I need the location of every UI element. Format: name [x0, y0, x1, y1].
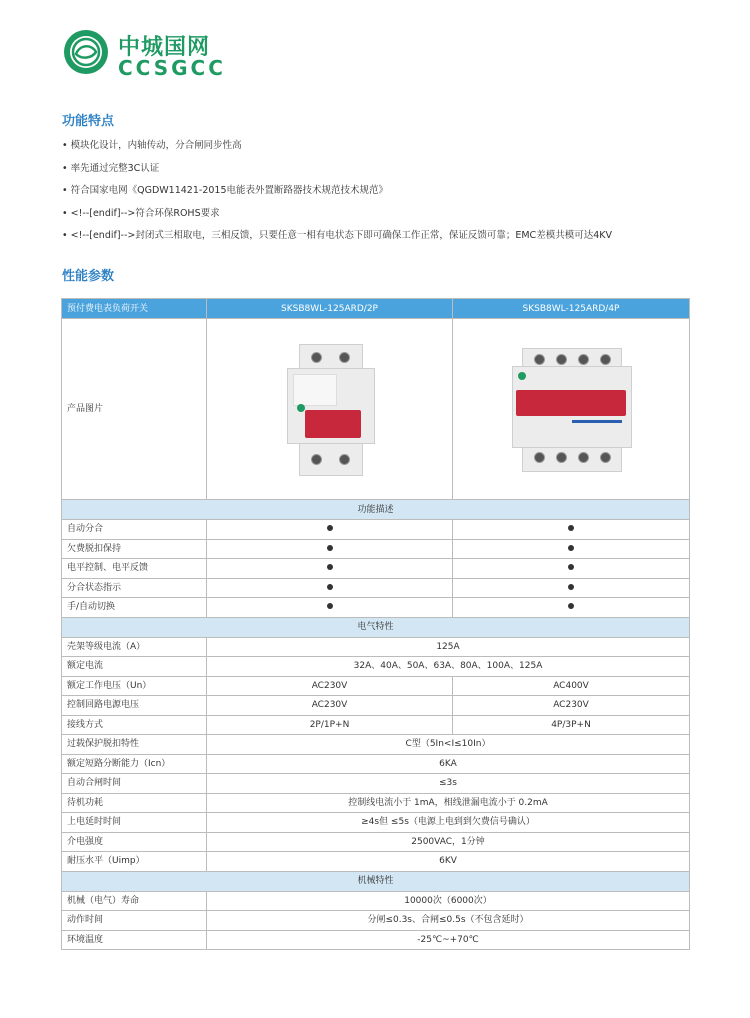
row-value-2p: AC230V	[207, 696, 453, 716]
row-label: 壳架等级电流（A）	[62, 637, 207, 657]
table-header-row	[62, 299, 690, 319]
section-mechanical	[62, 871, 690, 891]
row-value: 控制线电流小于 1mA，相线泄漏电流小于 0.2mA	[207, 793, 690, 813]
row-label: 待机功耗	[62, 793, 207, 813]
row-value: 10000次（6000次）	[207, 891, 690, 911]
feature-item: • <!--[endif]-->符合环保ROHS要求	[62, 208, 702, 231]
features-title: 功能特点	[62, 114, 115, 129]
table-row	[62, 715, 690, 735]
row-label: 手/自动切换	[62, 598, 207, 618]
feature-item: • <!--[endif]-->封闭式三相取电，三相反馈，只要任意一相有电状态下即可确保工作正常，保证反馈可靠；EMC差模共模可达4KV	[62, 230, 702, 253]
supported-dot-icon	[327, 603, 333, 609]
row-label: 过载保护脱扣特性	[62, 735, 207, 755]
logo-emblem-icon	[62, 28, 110, 76]
table-row	[62, 637, 690, 657]
row-value: ≤3s	[207, 774, 690, 794]
row-label: 欠费脱扣保持	[62, 539, 207, 559]
row-label: 上电延时时间	[62, 813, 207, 833]
brand-name-cn: 中城国网	[118, 35, 211, 60]
photo-cell-2p	[207, 319, 453, 500]
row-label: 自动分合	[62, 520, 207, 540]
row-value: 32A、40A、50A、63A、80A、100A、125A	[207, 657, 690, 677]
supported-dot-icon	[568, 603, 574, 609]
features-list	[62, 140, 702, 253]
row-label: 额定短路分断能力（Icn）	[62, 754, 207, 774]
breaker-4p-image	[512, 348, 630, 470]
feature-item: • 符合国家电网《QGDW11421-2015电能表外置断路器技术规范技术规范》	[62, 185, 702, 208]
row-label: 电平控制、电平反馈	[62, 559, 207, 579]
supported-dot-icon	[327, 545, 333, 551]
table-row	[62, 676, 690, 696]
table-row	[62, 657, 690, 677]
supported-dot-icon	[327, 525, 333, 531]
section-title: 机械特性	[62, 871, 690, 891]
spec-table	[61, 298, 690, 950]
table-row	[62, 891, 690, 911]
row-label: 自动合闸时间	[62, 774, 207, 794]
product-photo-row	[62, 319, 690, 500]
row-label: 分合状态指示	[62, 578, 207, 598]
supported-dot-icon	[568, 545, 574, 551]
row-value-2p: AC230V	[207, 676, 453, 696]
table-row	[62, 832, 690, 852]
row-value: -25℃~+70℃	[207, 930, 690, 950]
table-row	[62, 539, 690, 559]
row-value-4p: 4P/3P+N	[453, 715, 690, 735]
row-value: C型（5In<I≤10In）	[207, 735, 690, 755]
section-title: 功能描述	[62, 500, 690, 520]
section-function	[62, 500, 690, 520]
row-value: 6KV	[207, 852, 690, 872]
supported-dot-icon	[568, 525, 574, 531]
header-product: 预付费电表负荷开关	[62, 299, 207, 319]
table-row	[62, 520, 690, 540]
table-row	[62, 754, 690, 774]
row-label: 接线方式	[62, 715, 207, 735]
table-row	[62, 911, 690, 931]
section-title: 电气特性	[62, 617, 690, 637]
table-row	[62, 774, 690, 794]
row-label: 动作时间	[62, 911, 207, 931]
table-row	[62, 852, 690, 872]
table-row	[62, 930, 690, 950]
row-value-4p: AC230V	[453, 696, 690, 716]
table-row	[62, 578, 690, 598]
photo-cell-4p	[453, 319, 690, 500]
row-label: 介电强度	[62, 832, 207, 852]
row-label: 额定工作电压（Un）	[62, 676, 207, 696]
feature-item: • 率先通过完整3C认证	[62, 163, 702, 186]
table-row	[62, 735, 690, 755]
supported-dot-icon	[327, 564, 333, 570]
row-label: 机械（电气）寿命	[62, 891, 207, 911]
row-value-2p: 2P/1P+N	[207, 715, 453, 735]
row-value-4p: AC400V	[453, 676, 690, 696]
row-label: 额定电流	[62, 657, 207, 677]
row-value: 6KA	[207, 754, 690, 774]
row-value: 2500VAC，1分钟	[207, 832, 690, 852]
row-value: 125A	[207, 637, 690, 657]
row-label: 产品图片	[62, 319, 207, 500]
row-label: 环境温度	[62, 930, 207, 950]
table-row	[62, 793, 690, 813]
header-model-2p: SKSB8WL-125ARD/2P	[207, 299, 453, 319]
performance-title: 性能参数	[62, 269, 115, 284]
company-logo	[62, 26, 262, 86]
table-row	[62, 696, 690, 716]
table-row	[62, 813, 690, 833]
breaker-2p-image	[287, 344, 373, 474]
feature-item: • 模块化设计，内轴传动，分合闸同步性高	[62, 140, 702, 163]
table-row	[62, 598, 690, 618]
brand-name-en: CCSGCC	[118, 56, 226, 80]
supported-dot-icon	[327, 584, 333, 590]
section-electrical	[62, 617, 690, 637]
row-label: 耐压水平（Uimp）	[62, 852, 207, 872]
row-value: 分闸≤0.3s、合闸≤0.5s（不包含延时）	[207, 911, 690, 931]
supported-dot-icon	[568, 564, 574, 570]
supported-dot-icon	[568, 584, 574, 590]
table-row	[62, 559, 690, 579]
row-value: ≥4s但 ≤5s（电源上电到到欠费信号确认）	[207, 813, 690, 833]
header-model-4p: SKSB8WL-125ARD/4P	[453, 299, 690, 319]
row-label: 控制回路电源电压	[62, 696, 207, 716]
